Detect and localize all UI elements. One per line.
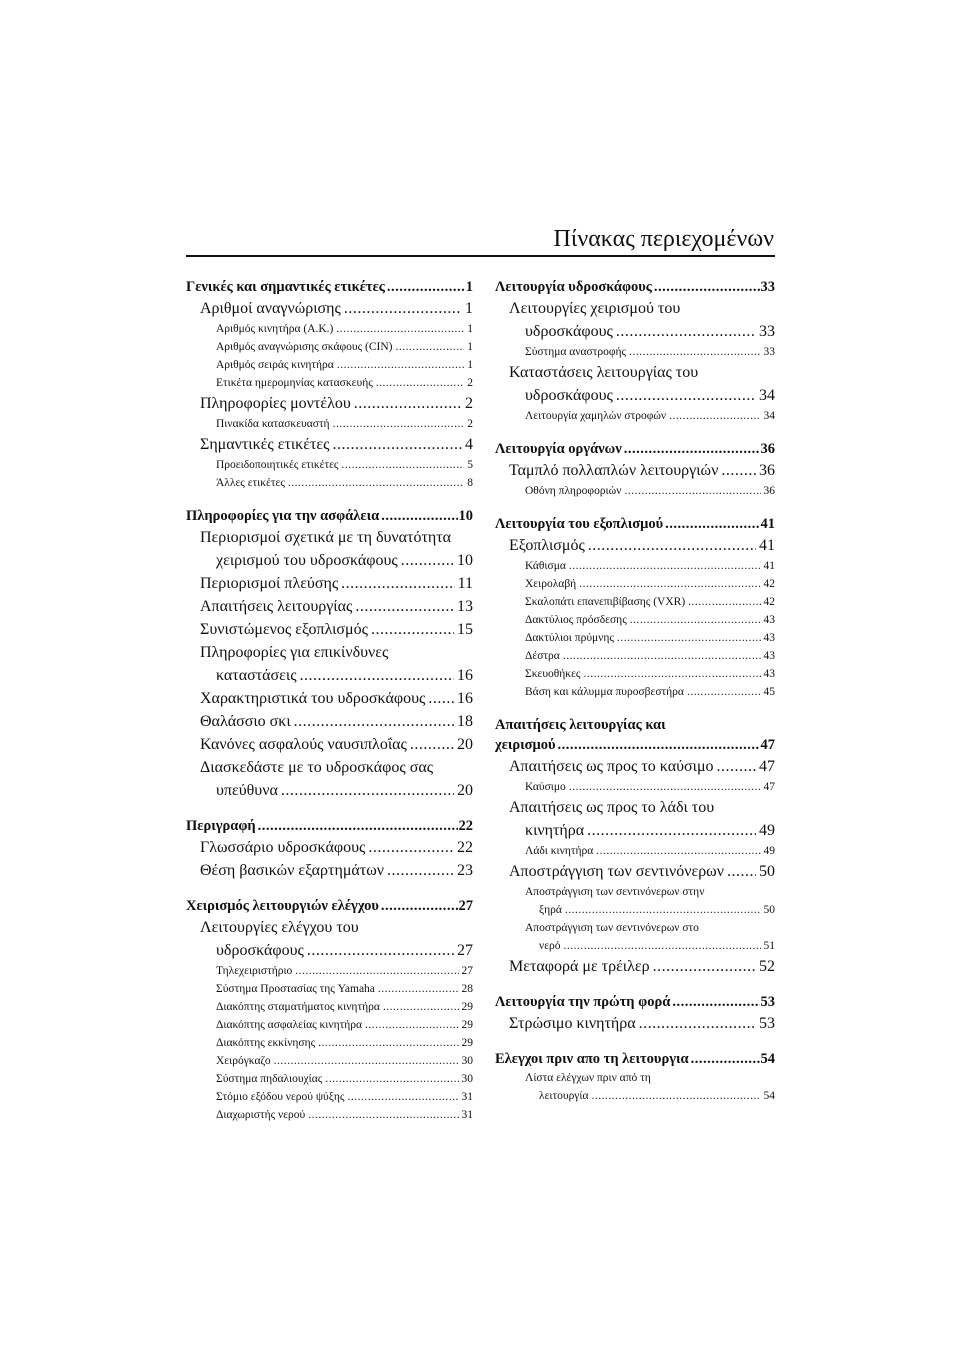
toc-entry-title: Τηλεχειριστήριο [216, 965, 293, 977]
toc-page-number: 2 [467, 377, 473, 389]
dot-leader [344, 297, 462, 320]
toc-page-number: 47 [763, 781, 775, 793]
toc-entry[interactable] [495, 860, 775, 883]
toc-entry[interactable] [186, 1052, 473, 1070]
dot-leader [274, 1052, 459, 1070]
toc-entry[interactable] [495, 819, 775, 842]
dot-leader [336, 320, 464, 338]
toc-section [495, 715, 775, 978]
toc-entry[interactable] [186, 392, 473, 415]
toc-entry[interactable] [495, 683, 775, 701]
toc-entry[interactable] [186, 859, 473, 882]
toc-section [495, 277, 775, 425]
toc-entry-title: Περιγραφή [186, 818, 256, 834]
toc-section [495, 439, 775, 500]
dot-leader [588, 534, 756, 557]
toc-entry[interactable] [495, 901, 775, 919]
dot-leader [300, 664, 454, 687]
toc-entry-title: Διαχωριστής νερού [216, 1109, 306, 1121]
toc-entry[interactable] [186, 374, 473, 392]
toc-page-number: 43 [763, 614, 775, 626]
toc-page-number: 22 [457, 839, 473, 856]
dot-leader [558, 735, 760, 755]
toc-entry[interactable] [495, 937, 775, 955]
toc-entry[interactable] [186, 962, 473, 980]
toc-entry-title: Σύστημα πηδαλιουχίας [216, 1073, 323, 1085]
dot-leader [653, 955, 756, 978]
toc-entry-title: Πληροφορίες μοντέλου [200, 395, 351, 412]
toc-entry-title: Οθόνη πληροφοριών [525, 485, 622, 497]
toc-entry[interactable] [495, 384, 775, 407]
toc-entry[interactable] [495, 1012, 775, 1035]
toc-page-number: 49 [759, 822, 775, 839]
dot-leader [616, 384, 756, 407]
toc-entry-title: υδροσκάφους [525, 387, 613, 404]
toc-page-number: 51 [763, 940, 775, 952]
dot-leader [355, 595, 454, 618]
toc-entry-title: Στόμιο εξόδου νερού ψύξης [216, 1091, 345, 1103]
toc-entry[interactable] [186, 338, 473, 356]
toc-entry-first-line: Λειτουργίες ελέγχου του [200, 919, 359, 936]
dot-leader [654, 277, 760, 297]
toc-entry-title: Σύστημα Προστασίας της Yamaha [216, 983, 375, 995]
toc-section-entry[interactable] [186, 816, 473, 836]
dot-leader [639, 1012, 756, 1035]
dot-leader [669, 407, 760, 425]
toc-entry[interactable] [495, 459, 775, 482]
toc-page-number: 29 [461, 1001, 473, 1013]
toc-page-number: 34 [759, 387, 775, 404]
page-title: Πίνακας περιεχομένων [553, 226, 774, 252]
toc-entry-title: χειρισμού [495, 737, 556, 753]
toc-entry[interactable] [186, 939, 473, 962]
toc-entry-title: Σκευοθήκες [525, 668, 581, 680]
toc-entry-first-line: Απαιτήσεις ως προς το λάδι του [509, 799, 715, 816]
dot-leader [281, 779, 454, 802]
dot-leader [721, 459, 756, 482]
toc-entry[interactable] [186, 415, 473, 433]
toc-entry-title: Θέση βασικών εξαρτημάτων [200, 862, 384, 879]
toc-page-number: 20 [457, 736, 473, 753]
toc-page-number: 27 [457, 942, 473, 959]
toc-section-entry[interactable] [495, 992, 775, 1012]
toc-entry-title: Σκαλοπάτι επανεπιβίβασης (VXR) [525, 596, 686, 608]
toc-page-number: 34 [763, 410, 775, 422]
toc-entry-title: χειρισμού του υδροσκάφους [216, 552, 398, 569]
toc-entry-title: Κάθισμα [525, 560, 566, 572]
toc-entry-title: κινητήρα [525, 822, 585, 839]
toc-page-number: 41 [763, 560, 775, 572]
toc-entry-title: Θαλάσσιο σκι [200, 713, 291, 730]
toc-page-number: 47 [760, 737, 775, 753]
dot-leader [564, 937, 761, 955]
dot-leader [630, 611, 761, 629]
toc-entry[interactable] [186, 474, 473, 492]
toc-section [495, 514, 775, 701]
toc-entry-title: Αριθμός σειράς κινητήρα [216, 359, 334, 371]
dot-leader [308, 1106, 458, 1124]
toc-section [186, 277, 473, 492]
toc-entry[interactable] [495, 647, 775, 665]
toc-page-number: 29 [461, 1037, 473, 1049]
toc-page-number: 41 [759, 537, 775, 554]
toc-entry[interactable] [186, 1070, 473, 1088]
toc-entry[interactable] [186, 733, 473, 756]
dot-leader [341, 572, 454, 595]
dot-leader [383, 998, 459, 1016]
toc-entry[interactable] [495, 1087, 775, 1105]
toc-entry-first-line: Αποστράγγιση των σεντινόνερων στο [525, 922, 699, 934]
toc-page-number: 27 [461, 965, 473, 977]
toc-page-number: 31 [461, 1091, 473, 1103]
toc-page-number: 50 [763, 904, 775, 916]
dot-leader [596, 842, 760, 860]
toc-entry[interactable] [186, 779, 473, 802]
toc-entry-title: Αριθμοί αναγνώρισης [200, 300, 341, 317]
toc-entry[interactable] [495, 629, 775, 647]
toc-entry[interactable] [186, 320, 473, 338]
toc-entry-first-line: Λειτουργίες χειρισμού του [509, 300, 681, 317]
toc-page-number: 4 [465, 436, 473, 453]
dot-leader [717, 755, 756, 778]
toc-page-number: 33 [759, 323, 775, 340]
toc-page-number: 30 [461, 1055, 473, 1067]
toc-entry-first-line: Λίστα ελέγχων πριν από τη [525, 1072, 651, 1084]
toc-entry-title: Δακτύλιος πρόσδεσης [525, 614, 627, 626]
toc-entry-title: Γλωσσάριο υδροσκάφους [200, 839, 366, 856]
dot-leader [378, 980, 459, 998]
toc-entry[interactable] [186, 664, 473, 687]
toc-entry-first-line: Διασκεδάστε με το υδροσκάφος σας [200, 759, 434, 776]
toc-page-number: 36 [760, 441, 775, 457]
toc-page-number: 53 [759, 1015, 775, 1032]
toc-entry-title: Γενικές και σημαντικές ετικέτες [186, 279, 385, 295]
toc-page-number: 43 [763, 668, 775, 680]
toc-page-number: 15 [457, 621, 473, 638]
dot-leader [579, 575, 760, 593]
toc-entry[interactable] [495, 482, 775, 500]
toc-entry-title: Λειτουργία του εξοπλισμού [495, 516, 664, 532]
dot-leader [387, 859, 454, 882]
toc-page-number: 16 [457, 667, 473, 684]
toc-section-entry[interactable] [495, 514, 775, 534]
toc-page-number: 33 [763, 346, 775, 358]
toc-entry[interactable] [186, 1016, 473, 1034]
toc-section-entry[interactable] [186, 506, 473, 526]
dot-leader [387, 277, 465, 297]
dot-leader [587, 819, 756, 842]
dot-leader [395, 338, 464, 356]
toc-entry-first-line: Αποστράγγιση των σεντινόνερων στην [525, 886, 705, 898]
toc-entry-title: Λειτουργία χαμηλών στροφών [525, 410, 667, 422]
toc-entry[interactable] [186, 687, 473, 710]
toc-entry-first-line: Καταστάσεις λειτουργίας του [509, 364, 699, 381]
toc-entry[interactable] [495, 557, 775, 575]
toc-entry-title: Αποστράγγιση των σεντινόνερων [509, 863, 724, 880]
toc-entry[interactable] [495, 534, 775, 557]
toc-entry-title: Εξοπλισμός [509, 537, 585, 554]
toc-entry-title: Στρώσιμο κινητήρα [509, 1015, 636, 1032]
toc-page-number: 23 [457, 862, 473, 879]
toc-entry-title: Ετικέτα ημερομηνίας κατασκευής [216, 377, 373, 389]
toc-page-number: 41 [760, 516, 775, 532]
toc-page-number: 18 [457, 713, 473, 730]
toc-page-number: 43 [763, 650, 775, 662]
dot-leader [295, 962, 458, 980]
toc-entry-title: Λειτουργία υδροσκάφους [495, 279, 652, 295]
toc-entry-title: Άλλες ετικέτες [216, 477, 285, 489]
dot-leader [624, 439, 760, 459]
dot-leader [616, 320, 756, 343]
toc-page-number: 30 [461, 1073, 473, 1085]
toc-section [186, 896, 473, 1124]
toc-page-number: 49 [763, 845, 775, 857]
toc-entry-title: Ελεγχοι πριν απο τη λειτουργια [495, 1051, 689, 1067]
toc-entry-title: Ταμπλό πολλαπλών λειτουργιών [509, 462, 719, 479]
toc-entry-title: Πληροφορίες για την ασφάλεια [186, 508, 380, 524]
dot-leader [569, 778, 761, 796]
dot-leader [727, 860, 756, 883]
dot-leader [563, 647, 761, 665]
toc-page-number: 50 [759, 863, 775, 880]
toc-entry-title: Διακόπτης σταματήματος κινητήρα [216, 1001, 380, 1013]
toc-entry-title: ξηρά [539, 904, 562, 916]
toc-page-number: 16 [457, 690, 473, 707]
toc-entry-first-line: Πληροφορίες για επικίνδυνες [200, 644, 389, 661]
toc-entry-title: Συνιστώμενος εξοπλισμός [200, 621, 368, 638]
toc-entry-title: λειτουργία [539, 1090, 589, 1102]
toc-page-number: 13 [457, 598, 473, 615]
dot-leader [354, 392, 462, 415]
toc-entry-first-line: Απαιτήσεις λειτουργίας και [495, 717, 666, 733]
toc-entry-title: Δακτύλιοι πρύμνης [525, 632, 614, 644]
toc-entry[interactable] [495, 407, 775, 425]
toc-page-number: 54 [760, 1051, 775, 1067]
toc-page-number: 1 [467, 341, 473, 353]
toc-entry-title: υδροσκάφους [216, 942, 304, 959]
dot-leader [691, 1049, 760, 1069]
toc-entry[interactable] [186, 836, 473, 859]
toc-entry[interactable] [186, 356, 473, 374]
toc-section-entry[interactable] [186, 896, 473, 916]
toc-entry-title: Αριθμός κινητήρα (A.K.) [216, 323, 334, 335]
toc-entry[interactable] [495, 611, 775, 629]
toc-entry-title: καταστάσεις [216, 667, 297, 684]
toc-page-number: 10 [457, 552, 473, 569]
toc-entry-title: Λειτουργία οργάνων [495, 441, 622, 457]
toc-entry-title: Βάση και κάλυμμα πυροσβεστήρα [525, 686, 684, 698]
toc-entry-title: Αριθμός αναγνώρισης σκάφους (CIN) [216, 341, 393, 353]
dot-leader [318, 1034, 458, 1052]
toc-entry-title: Κανόνες ασφαλούς ναυσιπλοΐας [200, 736, 407, 753]
dot-leader [617, 629, 761, 647]
toc-entry[interactable] [186, 572, 473, 595]
dot-leader [368, 836, 454, 859]
toc-entry-title: Προειδοποιητικές ετικέτες [216, 459, 339, 471]
toc-page-number: 43 [763, 632, 775, 644]
toc-entry-title: Χειρισμός λειτουργιών ελέγχου [186, 898, 379, 914]
toc-entry-title: Απαιτήσεις ως προς το καύσιμο [509, 758, 714, 775]
toc-page-number: 52 [759, 958, 775, 975]
toc-entry-title: Λάδι κινητήρα [525, 845, 594, 857]
toc-entry[interactable] [186, 1106, 473, 1124]
dot-leader [342, 456, 465, 474]
toc-entry[interactable] [186, 998, 473, 1016]
toc-column-left [186, 277, 473, 1124]
toc-entry[interactable] [495, 665, 775, 683]
toc-entry[interactable] [495, 955, 775, 978]
toc-entry-title: υδροσκάφους [525, 323, 613, 340]
dot-leader [665, 514, 759, 534]
dot-leader [332, 433, 462, 456]
toc-entry[interactable] [186, 297, 473, 320]
dot-leader [381, 896, 458, 916]
toc-page-number: 54 [763, 1090, 775, 1102]
toc-page-number: 53 [760, 994, 775, 1010]
toc-section [186, 816, 473, 882]
toc-section-entry[interactable] [186, 277, 473, 297]
toc-entry[interactable] [495, 842, 775, 860]
toc-entry-title: Διακόπτης ασφαλείας κινητήρα [216, 1019, 363, 1031]
toc-section-entry[interactable] [495, 735, 775, 755]
toc-entry-title: Διακόπτης εκκίνησης [216, 1037, 316, 1049]
toc-entry[interactable] [495, 778, 775, 796]
dot-leader [569, 557, 761, 575]
toc-entry-title: Χαρακτηριστικά του υδροσκάφους [200, 690, 426, 707]
toc-page-number: 1 [467, 323, 473, 335]
toc-entry-title: Καύσιμο [525, 781, 566, 793]
toc-section [495, 992, 775, 1035]
toc-entry[interactable] [186, 618, 473, 641]
toc-page-number: 20 [457, 782, 473, 799]
toc-entry-title: Απαιτήσεις λειτουργίας [200, 598, 353, 615]
toc-entry-title: Χειρόγκαζο [216, 1055, 271, 1067]
toc-entry[interactable] [186, 980, 473, 998]
toc-entry-title: Δέστρα [525, 650, 560, 662]
dot-leader [337, 356, 464, 374]
toc-entry[interactable] [495, 320, 775, 343]
toc-section [495, 1049, 775, 1105]
dot-leader [347, 1088, 458, 1106]
toc-entry[interactable] [186, 1088, 473, 1106]
dot-leader [624, 482, 760, 500]
toc-page-number: 29 [461, 1019, 473, 1031]
toc-entry[interactable] [495, 593, 775, 611]
dot-leader [333, 415, 465, 433]
toc-section [186, 506, 473, 802]
toc-page-number: 5 [467, 459, 473, 471]
toc-page-number: 10 [458, 508, 473, 524]
toc-entry-title: Σημαντικές ετικέτες [200, 436, 330, 453]
dot-leader [294, 710, 454, 733]
toc-entry-title: Λειτουργία την πρώτη φορά [495, 994, 671, 1010]
toc-page-number: 1 [465, 279, 473, 295]
dot-leader [376, 374, 464, 392]
toc-column-right [495, 277, 775, 1105]
toc-entry-title: Χειρολαβή [525, 578, 577, 590]
toc-section-entry[interactable] [495, 439, 775, 459]
toc-page-number: 42 [763, 578, 775, 590]
dot-leader [288, 474, 464, 492]
title-rule [186, 255, 775, 257]
toc-page-number: 2 [465, 395, 473, 412]
toc-page-number: 1 [465, 300, 473, 317]
toc-page-number: 8 [467, 477, 473, 489]
toc-entry[interactable] [495, 755, 775, 778]
toc-page-number: 22 [458, 818, 473, 834]
dot-leader [428, 687, 454, 710]
dot-leader [410, 733, 454, 756]
toc-page-number: 31 [461, 1109, 473, 1121]
toc-page-number: 28 [461, 983, 473, 995]
toc-page-number: 36 [763, 485, 775, 497]
toc-entry-title: υπεύθυνα [216, 782, 278, 799]
dot-leader [565, 901, 761, 919]
toc-page-number: 27 [458, 898, 473, 914]
dot-leader [371, 618, 454, 641]
dot-leader [258, 816, 458, 836]
dot-leader [687, 683, 761, 701]
dot-leader [401, 549, 454, 572]
toc-entry-title: νερό [539, 940, 561, 952]
dot-leader [365, 1016, 458, 1034]
toc-page-number: 36 [759, 462, 775, 479]
toc-page-number: 1 [467, 359, 473, 371]
dot-leader [583, 665, 760, 683]
toc-entry[interactable] [186, 1034, 473, 1052]
toc-page-number: 33 [760, 279, 775, 295]
dot-leader [672, 992, 759, 1012]
toc-entry-title: Μεταφορά με τρέιλερ [509, 958, 650, 975]
toc-page-number: 11 [457, 575, 473, 592]
toc-entry[interactable] [186, 549, 473, 572]
toc-section-entry[interactable] [495, 1049, 775, 1069]
dot-leader [381, 506, 457, 526]
toc-entry-first-line: Περιορισμοί σχετικά με τη δυνατότητα [200, 529, 452, 546]
toc-section-entry[interactable] [495, 277, 775, 297]
toc-page-number: 45 [763, 686, 775, 698]
dot-leader [325, 1070, 458, 1088]
dot-leader [688, 593, 760, 611]
toc-entry-title: Σύστημα αναστροφής [525, 346, 627, 358]
toc-page-number: 47 [759, 758, 775, 775]
toc-entry[interactable] [186, 595, 473, 618]
dot-leader [592, 1087, 761, 1105]
toc-entry-title: Πινακίδα κατασκευαστή [216, 418, 330, 430]
dot-leader [307, 939, 454, 962]
toc-entry[interactable] [186, 710, 473, 733]
toc-entry[interactable] [495, 575, 775, 593]
toc-entry-title: Περιορισμοί πλεύσης [200, 575, 339, 592]
toc-entry[interactable] [495, 343, 775, 361]
toc-page-number: 2 [467, 418, 473, 430]
toc-entry[interactable] [186, 456, 473, 474]
toc-page-number: 42 [763, 596, 775, 608]
dot-leader [629, 343, 760, 361]
toc-entry[interactable] [186, 433, 473, 456]
